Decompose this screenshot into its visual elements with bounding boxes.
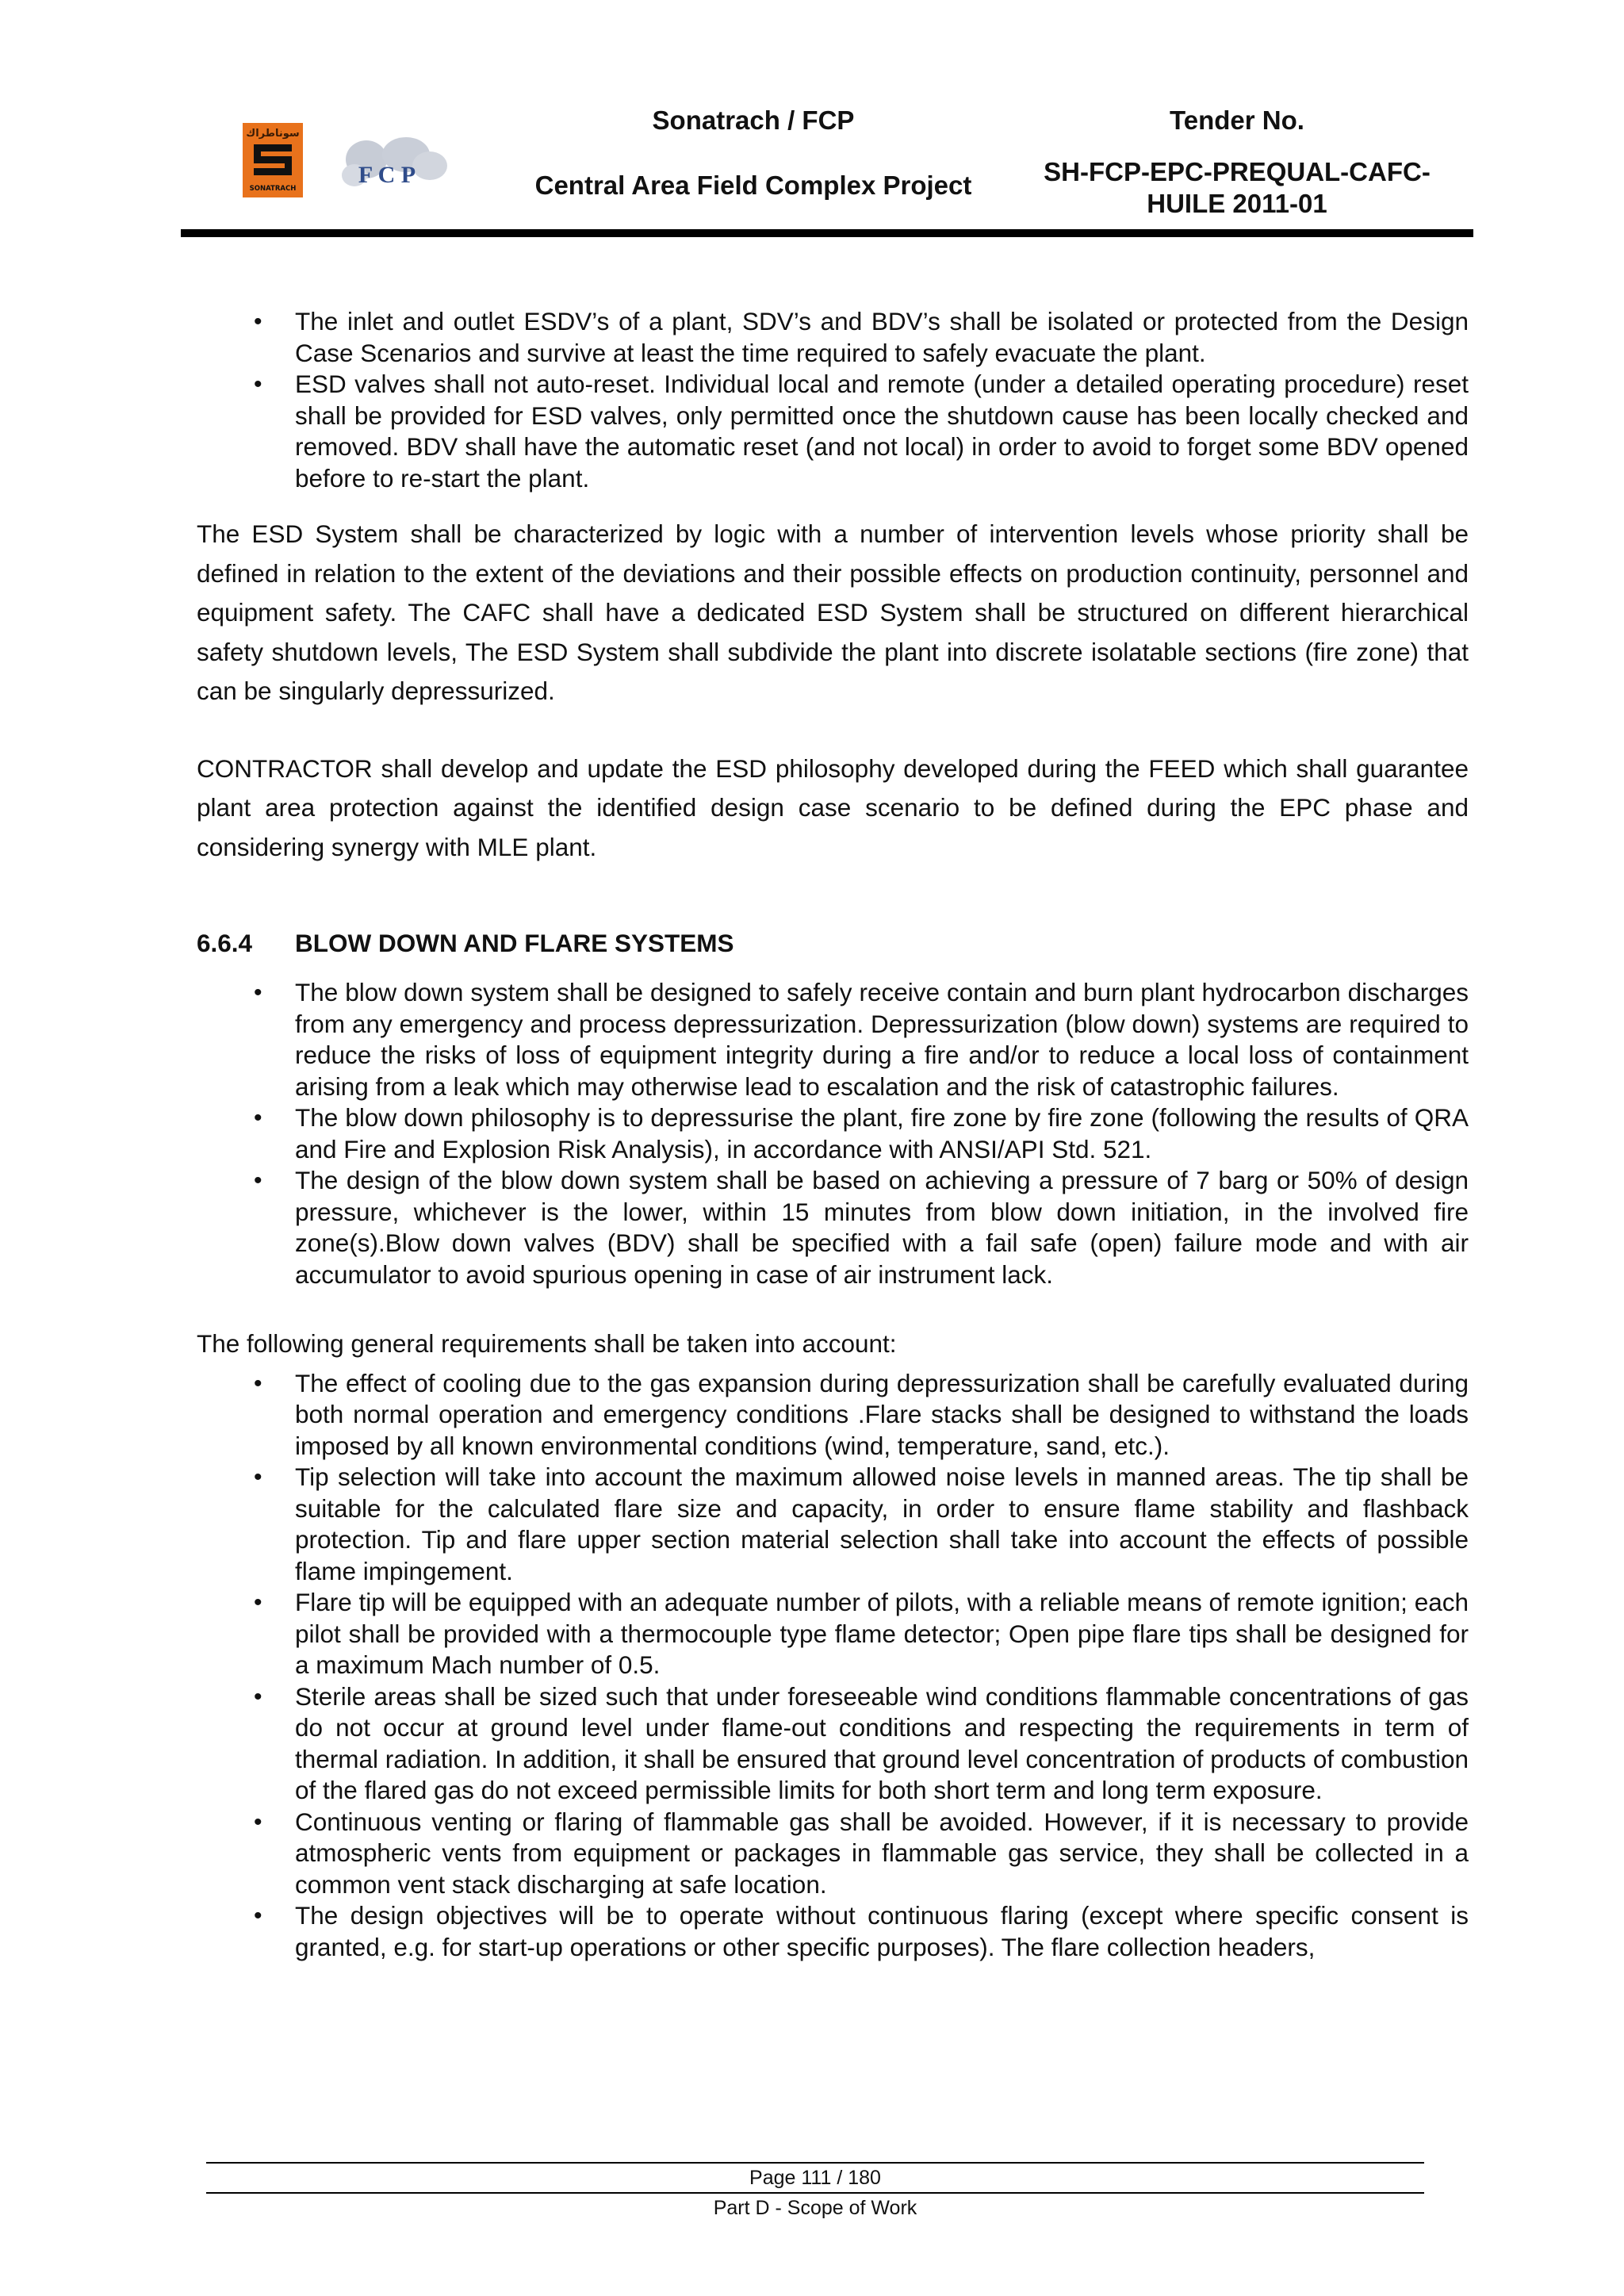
list-item-text: ESD valves shall not auto-reset. Individual local and remote (under a detailed operating procedure) reset shall be provided for ESD valves, only permitted once the shutdown cause has been locally checked and removed. BDV shall have the automatic reset (and not local) in order to avoid to forget some BDV opened before to re-start the plant. xyxy=(295,370,1469,493)
sonatrach-logo-caption: SONATRACH xyxy=(249,185,297,193)
section-number: 6.6.4 xyxy=(197,929,253,957)
bullet-icon: • xyxy=(254,1683,262,1710)
sonatrach-logo xyxy=(243,123,303,197)
bullet-icon: • xyxy=(254,1464,262,1490)
list-item xyxy=(197,1462,1469,1587)
list-item-text: Continuous venting or flaring of flammable gas shall be avoided. However, if it is necessary to provide atmospheric vents from equipment or packages in flammable gas service, they shall be collected in a common vent stack discharging at safe location. xyxy=(295,1807,1469,1899)
section-heading xyxy=(197,927,1469,959)
section-title: BLOW DOWN AND FLARE SYSTEMS xyxy=(295,929,734,957)
list-item-text: The design of the blow down system shall be based on achieving a pressure of 7 barg or 50% of design pressure, whichever is the lower, within 15 minutes from blow down initiation, in the involved fire zone(s).Blow down valves (BDV) shall be specified with a fail safe (open) failure mode and with air accumulator to avoid spurious opening in case of air instrument lack. xyxy=(295,1166,1469,1289)
list-item xyxy=(197,1587,1469,1681)
footer-divider-top xyxy=(206,2162,1424,2164)
esd-paragraph-2: CONTRACTOR shall develop and update the ESD philosophy developed during the FEED which shall guarantee plant area protection against the identified design case scenario to be defined during the EPC phase and considering synergy with MLE plant. xyxy=(197,753,1469,861)
list-item-text: The design objectives will be to operate without continuous flaring (except where specific consent is granted, e.g. for start-up operations or other specific purposes). The flare collection headers, xyxy=(295,1901,1469,1961)
bullet-icon: • xyxy=(254,1167,262,1194)
footer-divider-bottom xyxy=(206,2192,1424,2194)
bullet-icon: • xyxy=(254,309,262,335)
list-item xyxy=(197,1368,1469,1462)
fcp-logo-text: F C P xyxy=(358,162,416,188)
esd-paragraph-1: The ESD System shall be characterized by logic with a number of intervention levels whose priority shall be defined in relation to the extent of the deviations and their possible effects on production continuity, personnel and equipment safety. The CAFC shall have a dedicated ESD System shall be structured on different hierarchical safety shutdown levels, The ESD System shall subdivide the plant into discrete isolatable sections (fire zone) that can be singularly depressurized. xyxy=(197,519,1469,705)
bullet-icon: • xyxy=(254,1589,262,1616)
list-item xyxy=(197,977,1469,1102)
list-item xyxy=(197,369,1469,494)
bullet-icon: • xyxy=(254,371,262,397)
footer-part-label: Part D - Scope of Work xyxy=(713,2197,917,2219)
list-item xyxy=(197,1807,1469,1901)
sonatrach-logo-arabic: سوناطراك xyxy=(246,128,300,140)
list-item-text: Flare tip will be equipped with an adequate number of pilots, with a reliable means of remote ignition; each pilot shall be provided with a thermocouple type flame detector; Open pipe flare tips shall be designed for a maximum Mach number of 0.5. xyxy=(295,1588,1469,1679)
esd-bullet-list xyxy=(197,306,1469,494)
list-item-text: The blow down philosophy is to depressurise the plant, fire zone by fire zone (following the results of QRA and Fire and Explosion Risk Analysis), in accordance with ANSI/API Std. 521. xyxy=(295,1103,1469,1163)
bullet-icon: • xyxy=(254,979,262,1006)
list-item xyxy=(197,1900,1469,1963)
blowdown-bullet-list xyxy=(197,977,1469,1290)
page-content xyxy=(197,306,1469,1963)
header-divider xyxy=(181,229,1473,237)
fcp-logo xyxy=(319,129,454,197)
bullet-icon: • xyxy=(254,1903,262,1929)
list-item-text: The effect of cooling due to the gas expansion during depressurization shall be carefully evaluated during both normal operation and emergency conditions .Flare stacks shall be designed to withstand the loads imposed by all known environmental conditions (wind, temperature, sand, etc.). xyxy=(295,1368,1469,1460)
list-item xyxy=(197,1681,1469,1807)
header-logos xyxy=(243,123,457,202)
bullet-icon: • xyxy=(254,1105,262,1131)
footer-page-number: Page 111 / 180 xyxy=(749,2167,881,2189)
list-item-text: Tip selection will take into account the maximum allowed noise levels in manned areas. The tip shall be suitable for the calculated flare size and capacity, in order to ensure flame stability and flashback protection. Tip and flare upper section material selection shall take into account the effects of possible flame impingement. xyxy=(295,1462,1469,1585)
header-project-name: Central Area Field Complex Project xyxy=(534,171,972,200)
header-tender-label: Tender No. xyxy=(1170,105,1304,135)
bullet-icon: • xyxy=(254,1370,262,1397)
list-item-text: The blow down system shall be designed to safely receive contain and burn plant hydrocarbon discharges from any emergency and process depressurization. Depressurization (blow down) systems are required to reduce the risks of loss of equipment integrity during a fire and/or to reduce a local loss of containment arising from a leak which may otherwise lead to escalation and the risk of catastrophic failures. xyxy=(295,978,1469,1101)
list-item xyxy=(197,306,1469,369)
list-item-text: Sterile areas shall be sized such that under foreseeable wind conditions flammable concentrations of gas do not occur at ground level under flame-out conditions and respecting the requirements in term of thermal radiation. In addition, it shall be ensured that ground level concentration of products of combustion of the flared gas do not exceed permissible limits for both short term and long term exposure. xyxy=(295,1681,1469,1804)
header-company: Sonatrach / FCP xyxy=(652,105,855,135)
header-tender-number: SH-FCP-EPC-PREQUAL-CAFC-HUILE 2011-01 xyxy=(1044,157,1431,218)
list-item xyxy=(197,1165,1469,1290)
list-item xyxy=(197,1102,1469,1165)
list-item-text: The inlet and outlet ESDV’s of a plant, SDV’s and BDV’s shall be isolated or protected from the Design Case Scenarios and survive at least the time required to safely evacuate the plant. xyxy=(295,307,1469,367)
requirements-intro: The following general requirements shall be taken into account: xyxy=(197,1329,897,1358)
requirements-bullet-list xyxy=(197,1368,1469,1964)
bullet-icon: • xyxy=(254,1808,262,1835)
